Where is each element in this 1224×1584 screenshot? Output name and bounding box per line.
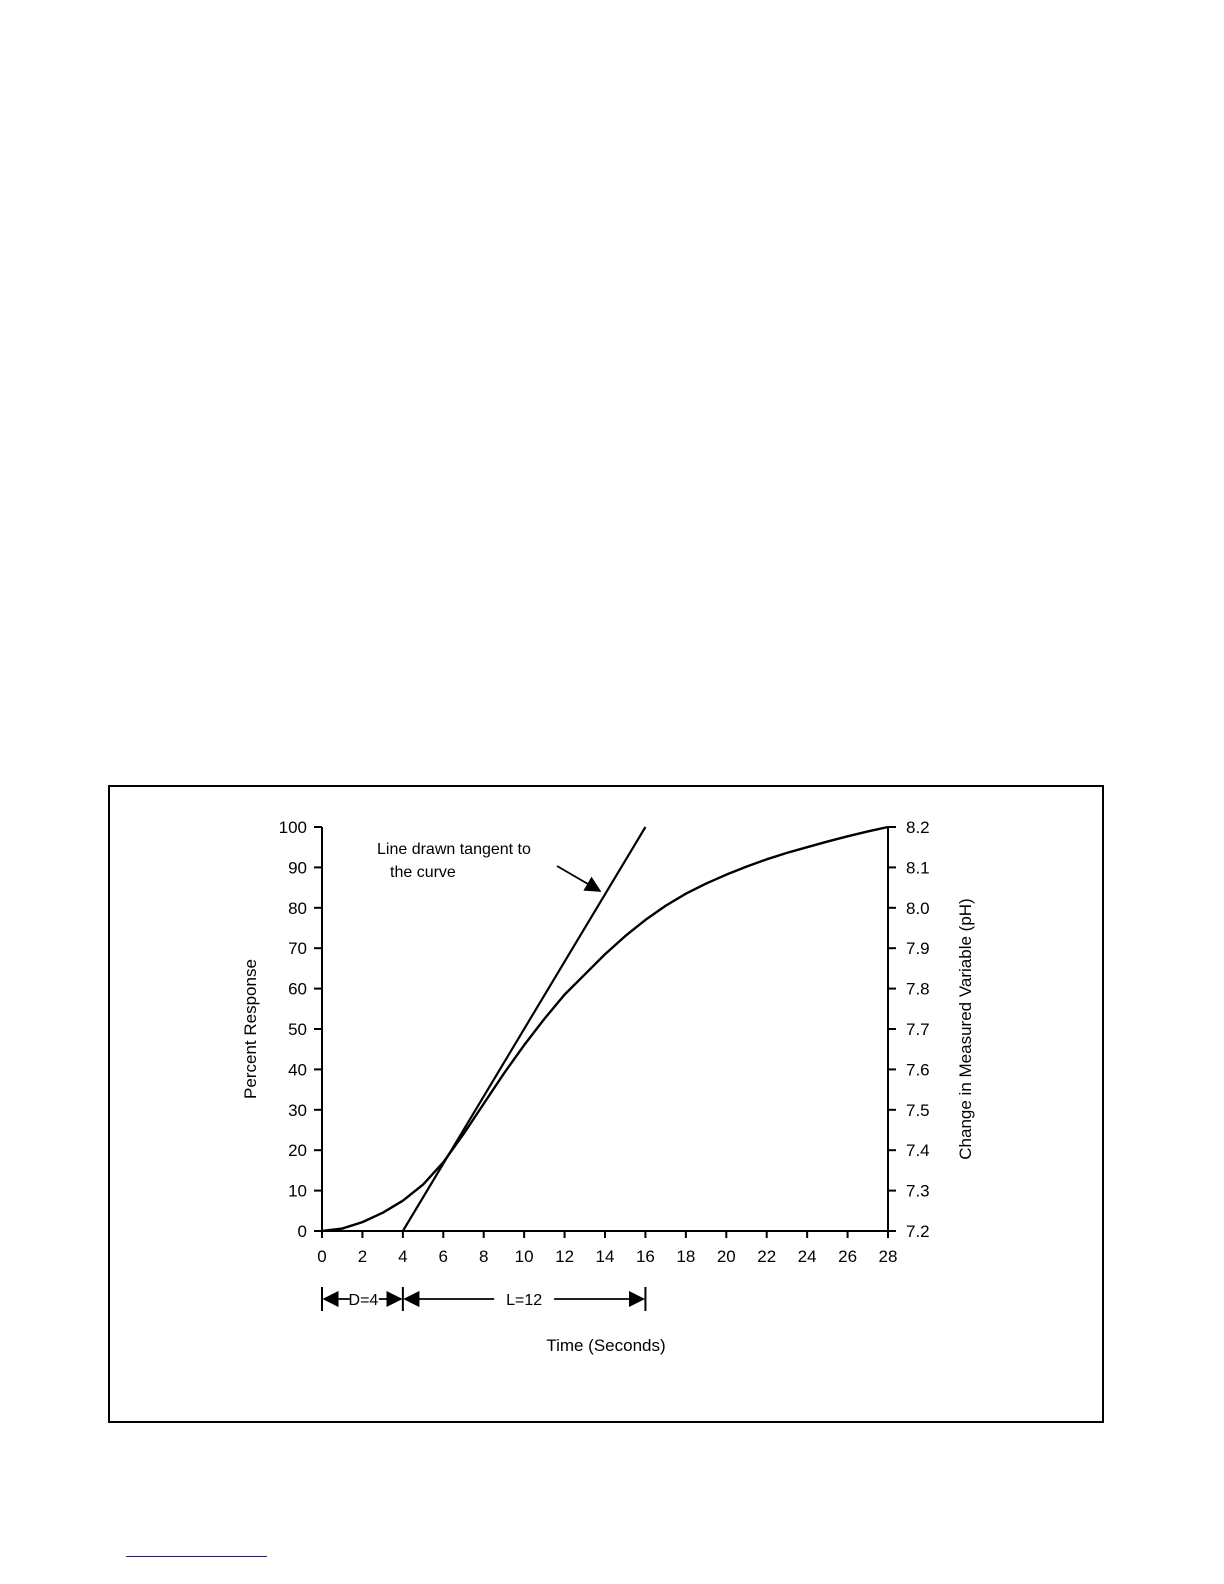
y-tick-label: 20 [288,1141,307,1161]
dead-time-label: D=4 [348,1292,379,1309]
y2-tick-label: 8.2 [906,818,930,837]
y2-tick-label: 7.2 [906,1222,930,1241]
y-tick-label: 50 [288,1020,307,1039]
x-tick-label: 22 [757,1247,777,1266]
x-axis-ticks [317,1231,897,1266]
x-axis-title: Time (Seconds) [546,1336,666,1355]
y2-tick-label: 7.8 [906,979,930,999]
y-tick-label: 90 [288,858,307,878]
x-tick-label: 14 [595,1247,615,1266]
tangent-line [403,827,646,1231]
x-tick-label: 6 [438,1247,449,1266]
y-tick-label: 100 [278,818,307,837]
x-tick-label: 26 [838,1247,858,1266]
y2-tick-label: 7.6 [906,1060,930,1080]
x-tick-label: 8 [478,1247,489,1266]
x-tick-label: 10 [514,1247,534,1266]
series-layer [322,827,888,1231]
x-tick-label: 20 [716,1247,736,1266]
tangent-annotation-line2: the curve [390,864,456,881]
y2-tick-label: 8.1 [906,858,930,878]
y-axis-title: Percent Response [241,959,260,1099]
tangent-annotation-line1: Line drawn tangent to [377,841,531,858]
x-tick-label: 18 [676,1247,696,1266]
y-tick-label: 40 [288,1060,307,1080]
footer-link-rule [126,1556,267,1557]
y-tick-label: 70 [288,939,307,959]
y2-tick-label: 7.9 [906,939,930,959]
x-tick-label: 0 [317,1247,327,1266]
right-axis-ticks [888,818,930,1241]
y-tick-label: 80 [288,898,307,918]
y-tick-label: 10 [288,1181,307,1201]
response-curve [322,827,888,1231]
x-tick-label: 16 [635,1247,655,1266]
y-tick-label: 30 [288,1100,307,1120]
x-tick-label: 4 [398,1247,408,1266]
left-axis-ticks [279,818,322,1241]
y2-tick-label: 7.4 [906,1141,930,1161]
y-tick-label: 60 [288,979,307,999]
y2-tick-label: 7.7 [906,1020,930,1039]
lag-label: L=12 [506,1292,543,1309]
y2-tick-label: 7.3 [906,1181,930,1201]
y2-tick-label: 8.0 [906,898,930,918]
tangent-annotation-arrow [557,866,600,891]
y2-tick-label: 7.5 [906,1100,930,1120]
y2-axis-title: Change in Measured Variable (pH) [956,898,975,1160]
x-tick-label: 2 [357,1247,368,1266]
x-tick-label: 12 [555,1247,575,1266]
x-tick-label: 24 [797,1247,817,1266]
y-tick-label: 0 [297,1222,307,1241]
x-tick-label: 28 [878,1247,898,1266]
